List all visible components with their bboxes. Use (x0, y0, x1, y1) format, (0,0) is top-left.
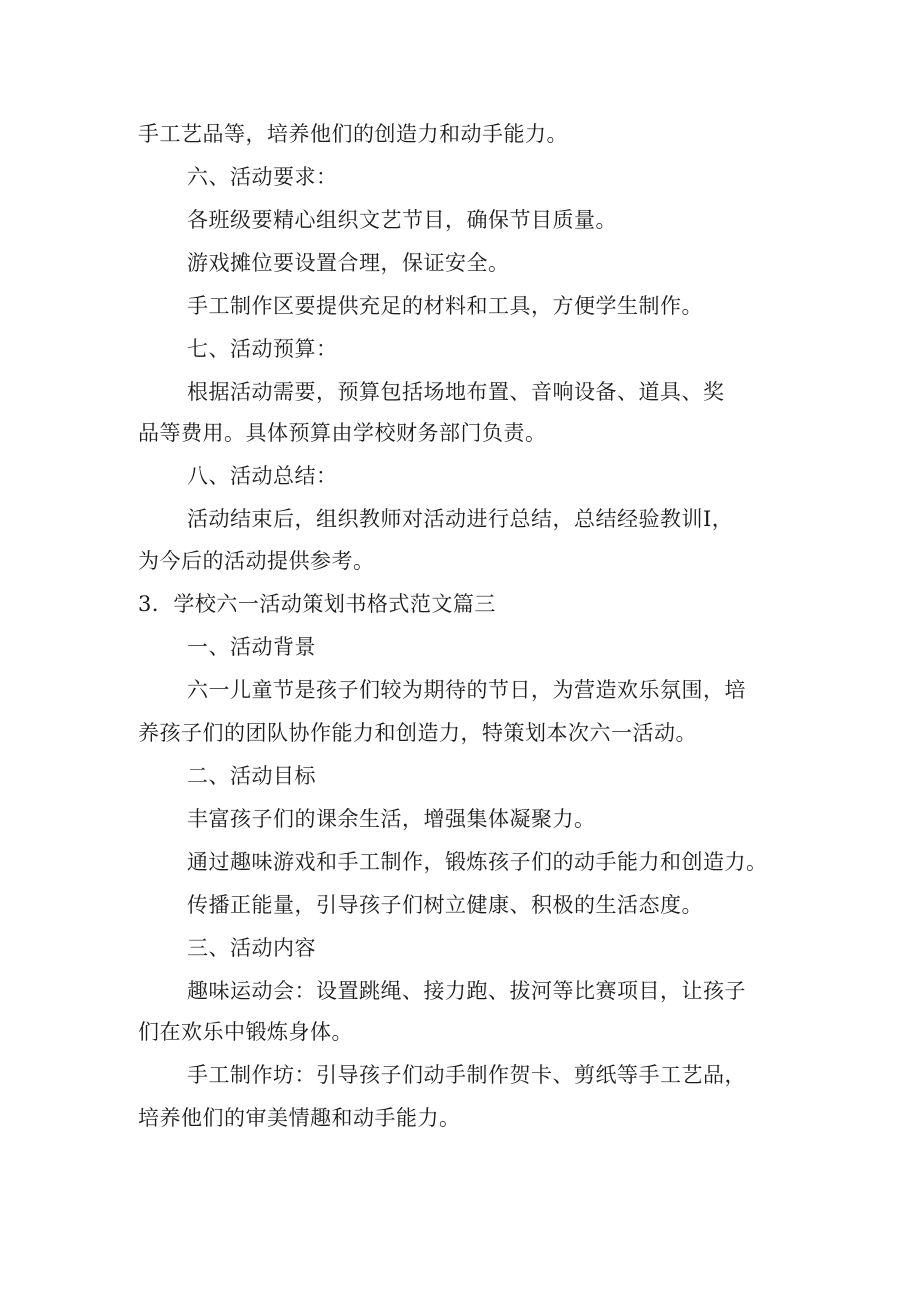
section-heading: 二、活动目标 (187, 764, 316, 788)
paragraph: 活动结束后，组织教师对活动进行总结，总结经验教训I， (187, 507, 734, 531)
article-title: 3．学校六一活动策划书格式范文篇三 (138, 592, 496, 616)
section-heading: 三、活动内容 (187, 936, 316, 960)
paragraph: 各班级要精心组织文艺节目，确保节目质量。 (187, 208, 617, 232)
paragraph: 通过趣味游戏和手工制作，锻炼孩子们的动手能力和创造力。 (187, 850, 768, 874)
paragraph-continuation: 养孩子们的团队协作能力和创造力，特策划本次六一活动。 (138, 721, 697, 745)
section-heading: 一、活动背景 (187, 635, 316, 659)
paragraph-continuation: 手工艺品等，培养他们的创造力和动手能力。 (138, 122, 568, 146)
paragraph-continuation: 们在欢乐中锻炼身体。 (138, 1020, 353, 1044)
paragraph: 趣味运动会：设置跳绳、接力跑、拔河等比赛项目，让孩子 (187, 979, 746, 1003)
paragraph: 六一儿童节是孩子们较为期待的节日，为营造欢乐氛围，培 (187, 678, 746, 702)
paragraph: 游戏摊位要设置合理，保证安全。 (187, 251, 510, 275)
paragraph: 手工制作坊：引导孩子们动手制作贺卡、剪纸等手工艺品， (187, 1063, 746, 1087)
section-heading: 七、活动预算： (187, 337, 338, 361)
paragraph: 丰富孩子们的课余生活，增强集体凝聚力。 (187, 807, 596, 831)
paragraph: 根据活动需要，预算包括场地布置、音响设备、道具、奖 (187, 380, 725, 404)
paragraph: 传播正能量，引导孩子们树立健康、积极的生活态度。 (187, 893, 703, 917)
paragraph-continuation: 品等费用。具体预算由学校财务部门负责。 (138, 421, 547, 445)
section-heading: 六、活动要求： (187, 165, 338, 189)
section-heading: 八、活动总结： (187, 464, 338, 488)
paragraph-continuation: 培养他们的审美情趣和动手能力。 (138, 1106, 461, 1130)
paragraph: 手工制作区要提供充足的材料和工具，方便学生制作。 (187, 294, 703, 318)
paragraph-continuation: 为今后的活动提供参考。 (138, 549, 375, 573)
